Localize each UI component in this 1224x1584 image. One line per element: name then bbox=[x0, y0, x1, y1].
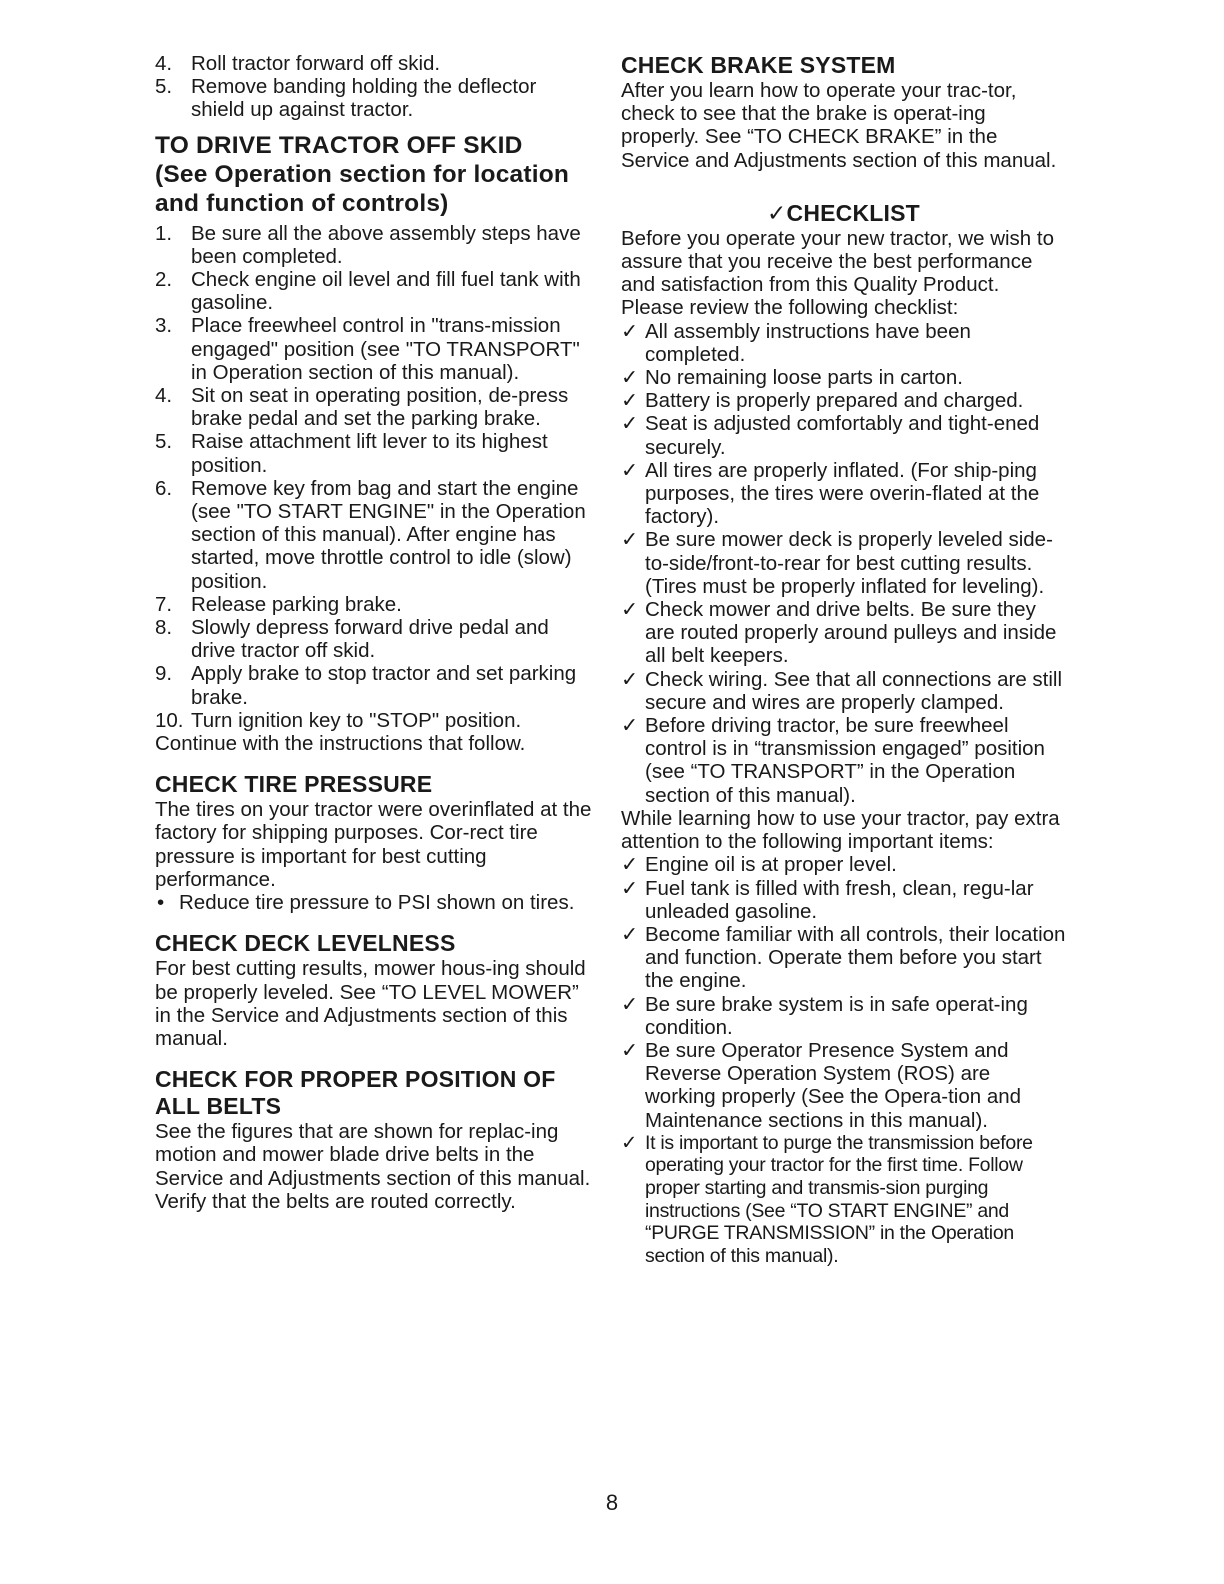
list-item bbox=[155, 52, 595, 75]
check-mark-icon: ✓ bbox=[621, 319, 639, 343]
check-mark-icon: ✓ bbox=[621, 1131, 638, 1154]
checklist-items bbox=[621, 320, 1066, 807]
check-mark-icon: ✓ bbox=[621, 366, 639, 390]
check-mark-icon: ✓ bbox=[621, 458, 639, 482]
brake-heading: CHECK BRAKE SYSTEM bbox=[621, 52, 896, 78]
deck-levelness-heading: CHECK DECK LEVELNESS bbox=[155, 930, 456, 957]
check-mark-icon: ✓ bbox=[621, 598, 639, 622]
page-number: 8 bbox=[605, 1490, 619, 1515]
check-mark-icon: ✓ bbox=[621, 389, 639, 413]
checklist-item bbox=[621, 668, 1066, 714]
list-item bbox=[155, 709, 595, 732]
drive-off-heading: TO DRIVE TRACTOR OFF SKID bbox=[155, 131, 523, 159]
list-item-number: 6. bbox=[155, 476, 173, 500]
checklist-item bbox=[621, 389, 1066, 412]
list-item-number: 4. bbox=[155, 52, 173, 75]
list-item bbox=[155, 477, 595, 593]
checklist-item-text: All assembly instructions have been completed. bbox=[645, 319, 971, 366]
belts-heading: CHECK FOR PROPER POSITION OF ALL BELTS bbox=[155, 1066, 556, 1120]
list-item-text: Roll tractor forward off skid. bbox=[191, 52, 441, 75]
check-mark-icon: ✓ bbox=[621, 528, 639, 552]
checklist-item-text: Engine oil is at proper level. bbox=[645, 853, 897, 877]
left-column bbox=[155, 52, 595, 1213]
list-item-text: Be sure all the above assembly steps have been completed. bbox=[191, 221, 581, 268]
checklist-item-text: All tires are properly inflated. (For ship-ping purposes, the tires were overin-flated at the factory). bbox=[645, 458, 1040, 529]
belts-body: See the figures that are shown for replac-ing motion and mower blade drive belts in the Service and Adjustments section of this manual. Verify that the belts are routed correctly. bbox=[155, 1120, 591, 1213]
checklist-item bbox=[621, 459, 1066, 529]
checklist-item bbox=[621, 714, 1066, 807]
checklist-item bbox=[621, 528, 1066, 598]
list-item bbox=[155, 593, 595, 616]
list-item-text: Slowly depress forward drive pedal and drive tractor off skid. bbox=[191, 616, 549, 663]
list-item-text: Sit on seat in operating position, de-press brake pedal and set the parking brake. bbox=[191, 384, 569, 431]
list-item bbox=[155, 616, 595, 662]
check-mark-icon: ✓ bbox=[621, 922, 639, 946]
check-mark-icon: ✓ bbox=[621, 412, 639, 436]
list-item bbox=[155, 75, 595, 121]
deck-levelness-body: For best cutting results, mower hous-ing should be properly leveled. See “TO LEVEL MOWER” in the Service and Adjustments section of this manual. bbox=[155, 957, 586, 1050]
checklist-item-text: Become familiar with all controls, their location and function. Operate them before you start the engine. bbox=[645, 922, 1066, 993]
list-item-number: 7. bbox=[155, 592, 173, 616]
list-item-number: 4. bbox=[155, 384, 173, 408]
list-item-text: Place freewheel control in "trans-mission engaged" position (see "TO TRANSPORT" in Operation section of this manual). bbox=[191, 314, 580, 384]
list-item bbox=[155, 314, 595, 384]
checklist-item-text: Seat is adjusted comfortably and tight-ened securely. bbox=[645, 412, 1040, 459]
checklist-item-text: Fuel tank is filled with fresh, clean, regu-lar unleaded gasoline. bbox=[645, 876, 1034, 923]
checklist-item bbox=[621, 320, 1066, 366]
drive-off-steps bbox=[155, 222, 595, 732]
list-item-number: 9. bbox=[155, 662, 173, 686]
list-item-number: 8. bbox=[155, 616, 173, 640]
bullet-icon: • bbox=[157, 891, 165, 915]
checklist-item-text: No remaining loose parts in carton. bbox=[645, 366, 963, 390]
checklist-heading: ✓CHECKLIST bbox=[767, 199, 920, 226]
check-mark-icon: ✓ bbox=[621, 667, 639, 691]
checklist-item-text: Be sure mower deck is properly leveled side-to-side/front-to-rear for best cutting results. (Tires must be properly inflated for leveling). bbox=[645, 528, 1053, 598]
list-item-text: Raise attachment lift lever to its highest position. bbox=[191, 430, 548, 477]
checklist-review: Please review the following checklist: bbox=[621, 296, 959, 320]
check-mark-icon: ✓ bbox=[621, 876, 639, 900]
brake-body: After you learn how to operate your trac-tor, check to see that the brake is operat-ing properly. See “TO CHECK BRAKE” in the Service and Adjustments section of this manual. bbox=[621, 79, 1057, 172]
checklist-item bbox=[621, 993, 1066, 1039]
list-item-text: Turn ignition key to "STOP" position. bbox=[191, 708, 522, 732]
checklist-item bbox=[621, 366, 1066, 389]
list-item-text: Release parking brake. bbox=[191, 592, 402, 616]
list-item-number: 1. bbox=[155, 221, 173, 245]
checklist-item-text: Be sure Operator Presence System and Reverse Operation System (ROS) are working properly (See the Opera-tion and Maintenance sections in this manual). bbox=[645, 1038, 1022, 1132]
checklist-item bbox=[621, 412, 1066, 458]
checklist-item bbox=[621, 853, 1066, 876]
checklist-item-text: Check wiring. See that all connections are still secure and wires are properly clamped. bbox=[645, 667, 1063, 714]
checklist-item bbox=[621, 877, 1066, 923]
checklist-item bbox=[621, 923, 1066, 993]
continue-text: Continue with the instructions that follow. bbox=[155, 732, 526, 756]
tire-pressure-body: The tires on your tractor were overinflated at the factory for shipping purposes. Cor-rect tire pressure is important for best cutting performance. bbox=[155, 798, 592, 891]
checklist-item bbox=[621, 1039, 1066, 1132]
list-item bbox=[155, 222, 595, 268]
checklist-item-text: It is important to purge the transmission before operating your tractor for the first time. Follow proper starting and transmis-sion purging instructions (See “TO START ENGINE” and “PURGE TRANSMISSION” in the Operation section of this manual). bbox=[645, 1131, 1033, 1267]
list-item bbox=[155, 384, 595, 430]
list-item-text: Apply brake to stop tractor and set parking brake. bbox=[191, 662, 577, 709]
list-item-text: Check engine oil level and fill fuel tank with gasoline. bbox=[191, 268, 581, 315]
check-mark-icon: ✓ bbox=[621, 1038, 639, 1062]
right-column bbox=[621, 52, 1066, 1267]
tire-pressure-heading: CHECK TIRE PRESSURE bbox=[155, 771, 433, 798]
intro-list bbox=[155, 52, 595, 122]
list-item-number: 3. bbox=[155, 314, 173, 338]
checklist-item bbox=[621, 598, 1066, 668]
checklist-item-text: Be sure brake system is in safe operat-ing condition. bbox=[645, 992, 1028, 1039]
checklist-intro: Before you operate your new tractor, we wish to assure that you receive the best performance and satisfaction from this Quality Product. bbox=[621, 226, 1055, 297]
list-item-text: Remove key from bag and start the engine (see "TO START ENGINE" in the Operation section of this manual). After engine has started, move throttle control to idle (slow) position. bbox=[191, 476, 586, 593]
checklist-item bbox=[621, 1132, 1066, 1268]
check-mark-icon: ✓ bbox=[621, 714, 639, 738]
list-item-number: 10. bbox=[155, 708, 184, 732]
drive-off-subheading: (See Operation section for location and function of controls) bbox=[155, 160, 570, 217]
list-item-number: 5. bbox=[155, 75, 173, 99]
tire-pressure-bullet: • Reduce tire pressure to PSI shown on tires. bbox=[157, 891, 575, 915]
checklist-item-text: Before driving tractor, be sure freewheel control is in “transmission engaged” position (see “TO TRANSPORT” in the Operation section of this manual). bbox=[645, 714, 1045, 807]
check-mark-icon: ✓ bbox=[621, 992, 639, 1016]
list-item-number: 2. bbox=[155, 268, 173, 292]
checklist-item-text: Battery is properly prepared and charged. bbox=[645, 389, 1024, 413]
while-learning-text: While learning how to use your tractor, pay extra attention to the following important items: bbox=[621, 806, 1060, 854]
list-item-number: 5. bbox=[155, 430, 173, 454]
list-item bbox=[155, 268, 595, 314]
checklist-item-text: Check mower and drive belts. Be sure they are routed properly around pulleys and inside all belt keepers. bbox=[645, 598, 1057, 668]
important-items bbox=[621, 853, 1066, 1267]
list-item-text: Remove banding holding the deflector shield up against tractor. bbox=[191, 75, 537, 122]
check-mark-icon: ✓ bbox=[621, 853, 639, 877]
list-item bbox=[155, 662, 595, 708]
list-item bbox=[155, 430, 595, 476]
